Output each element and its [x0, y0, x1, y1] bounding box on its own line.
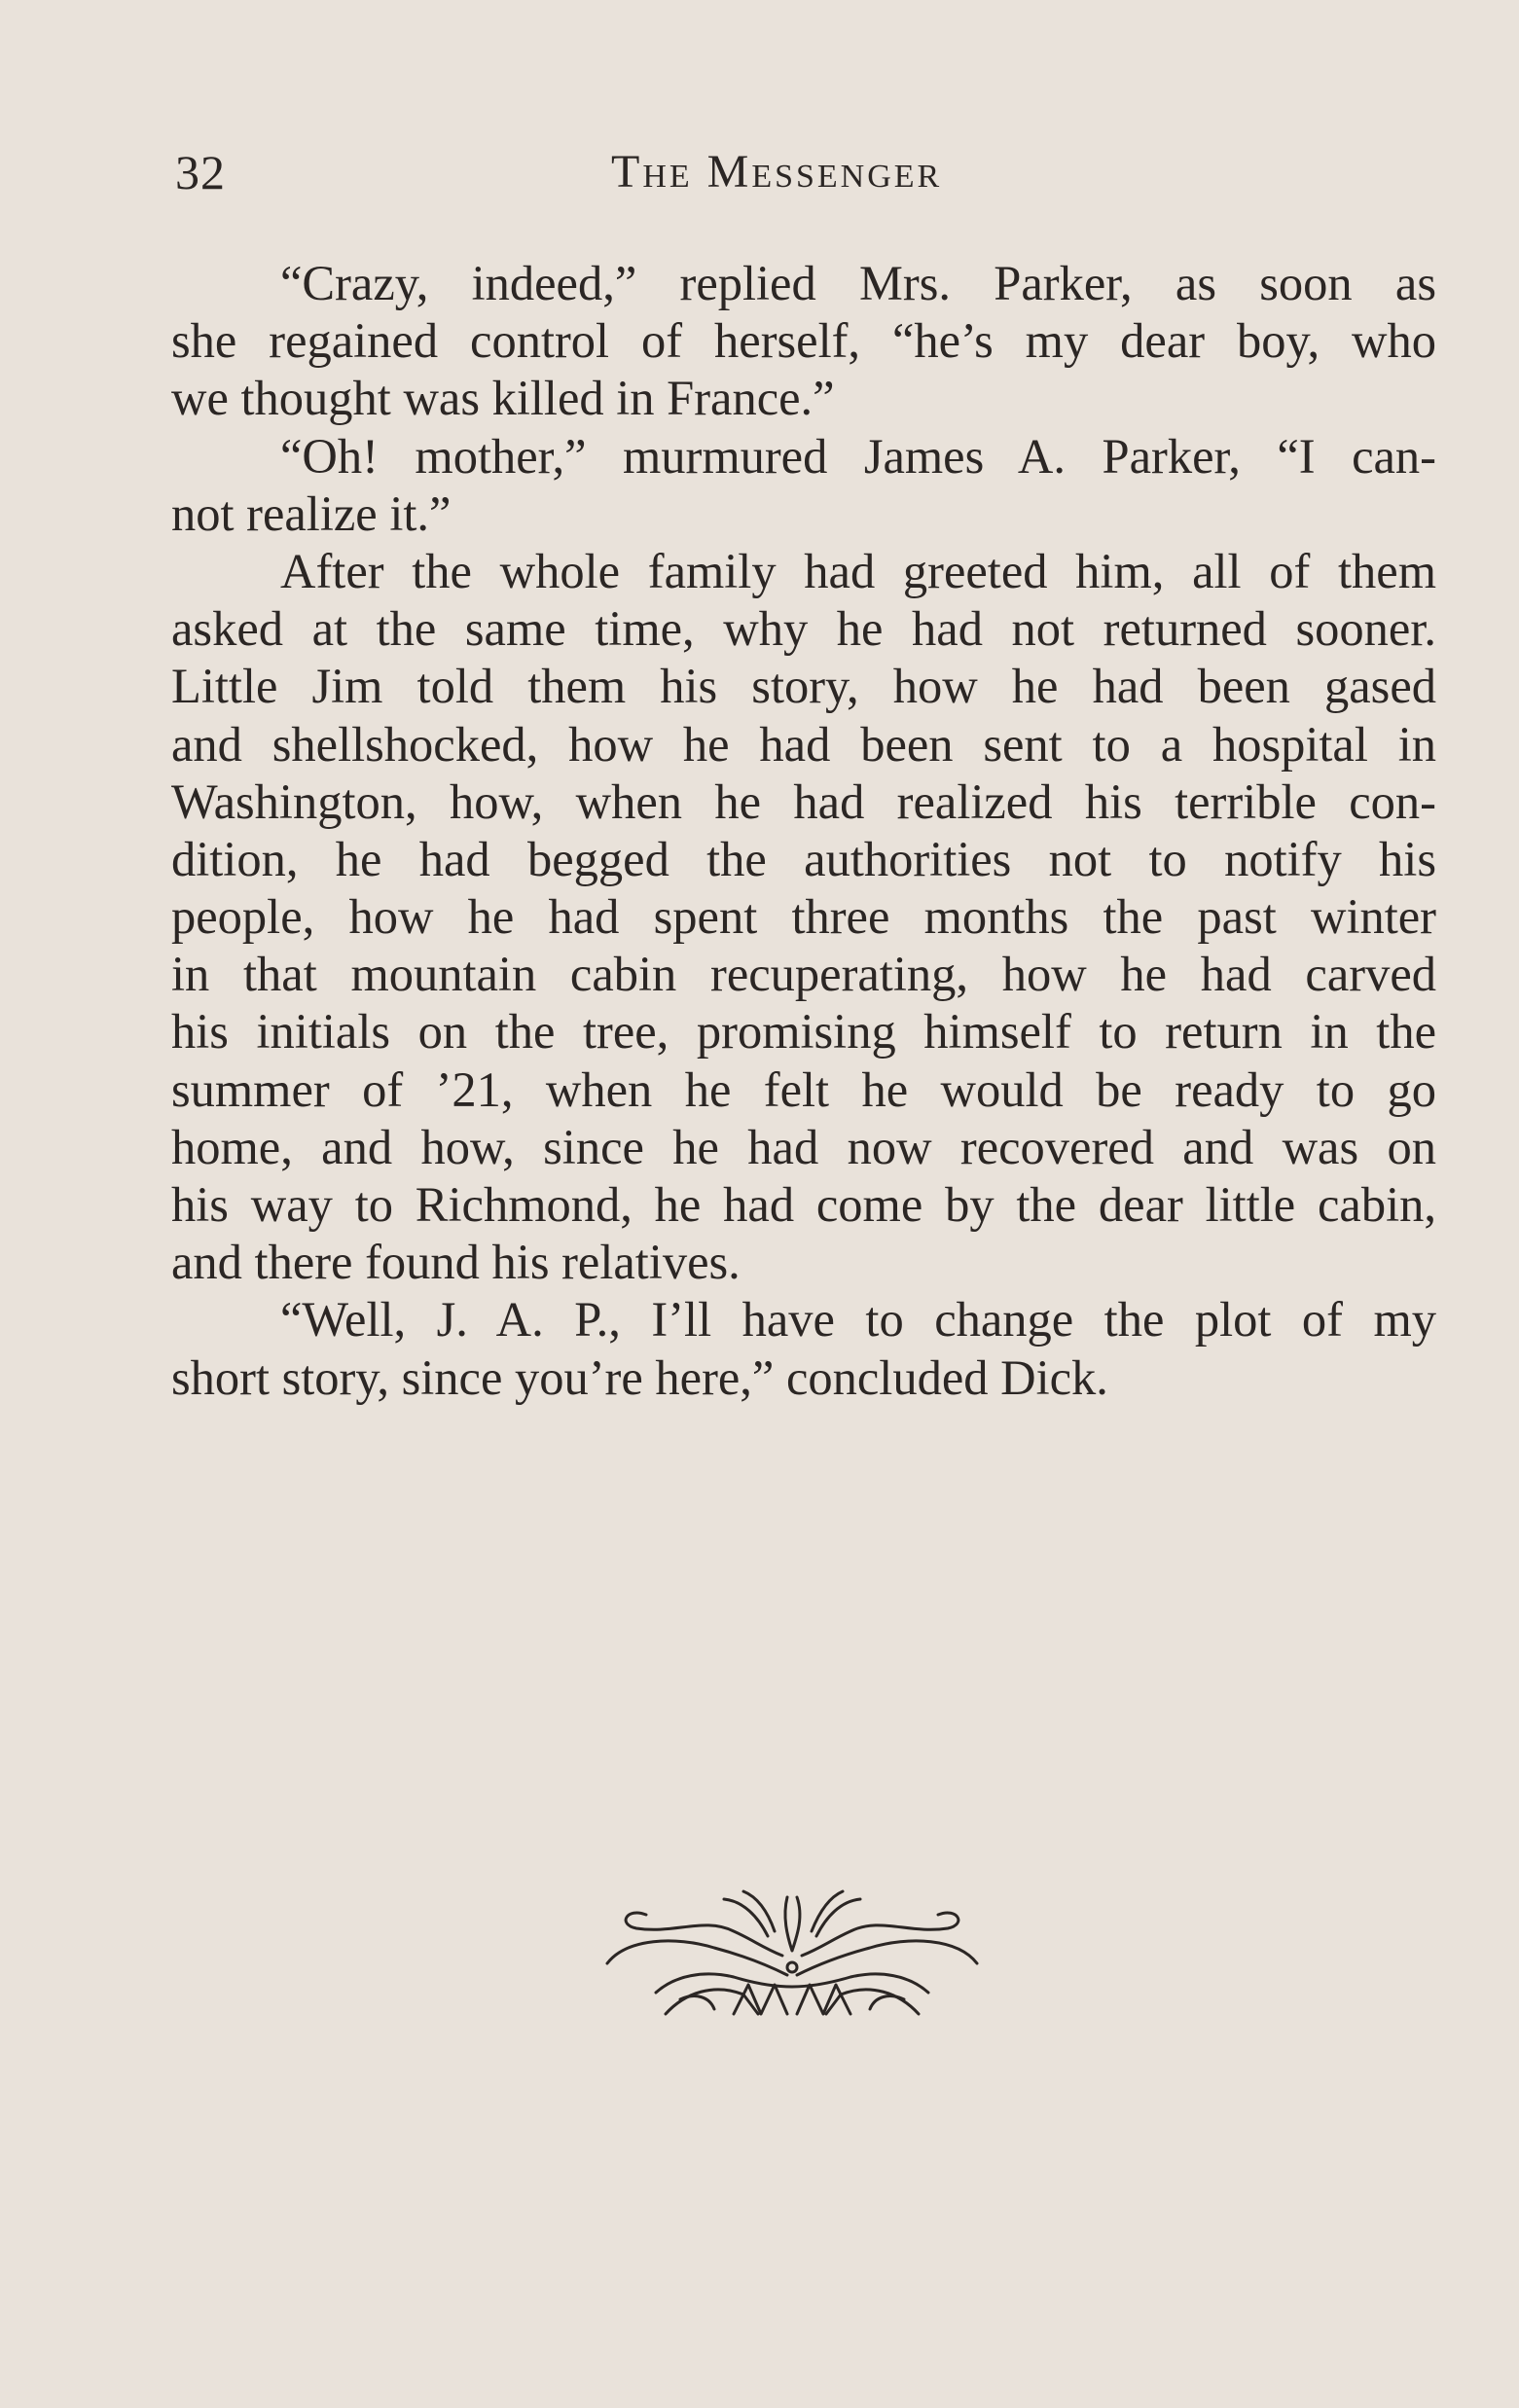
running-title: The Messenger [611, 146, 943, 198]
text-line: Little Jim told them his story, how he had been gased [171, 659, 1436, 714]
text-line: we thought was killed in France.” [171, 371, 835, 426]
text-line: short story, since you’re here,” concluded Dick. [171, 1349, 1108, 1405]
text-line: Washington, how, when he had realized his terrible con- [171, 773, 1436, 829]
body-text [171, 255, 1436, 1407]
text-line: in that mountain cabin recuperating, how he had carved [171, 947, 1436, 1002]
page-number: 32 [175, 145, 226, 199]
floral-tailpiece-icon [588, 1878, 996, 2024]
text-line: asked at the same time, why he had not returned sooner. [171, 601, 1436, 657]
text-line: she regained control of herself, “he’s my dear boy, who [171, 313, 1436, 369]
text-line: not realize it.” [171, 485, 452, 541]
running-header [175, 138, 1440, 206]
text-line: “Well, J. A. P., I’ll have to change the plot of my [280, 1292, 1436, 1348]
text-line: and shellshocked, how he had been sent to a hospital in [171, 716, 1436, 772]
text-line: home, and how, since he had now recovered and was on [171, 1119, 1436, 1174]
text-line: “Crazy, indeed,” replied Mrs. Parker, as soon as [280, 256, 1436, 310]
text-line: “Oh! mother,” murmured James A. Parker, “I can- [280, 428, 1436, 484]
text-line: After the whole family had greeted him, all of them [280, 543, 1436, 598]
text-line: his initials on the tree, promising himself to return in the [171, 1004, 1436, 1060]
text-line: and there found his relatives. [171, 1235, 741, 1290]
text-line: his way to Richmond, he had come by the dear little cabin, [171, 1177, 1436, 1232]
text-line: dition, he had begged the authorities not to notify his [171, 831, 1436, 886]
text-line: people, how he had spent three months the past winter [171, 889, 1436, 945]
text-line: summer of ’21, when he felt he would be ready to go [171, 1061, 1436, 1117]
